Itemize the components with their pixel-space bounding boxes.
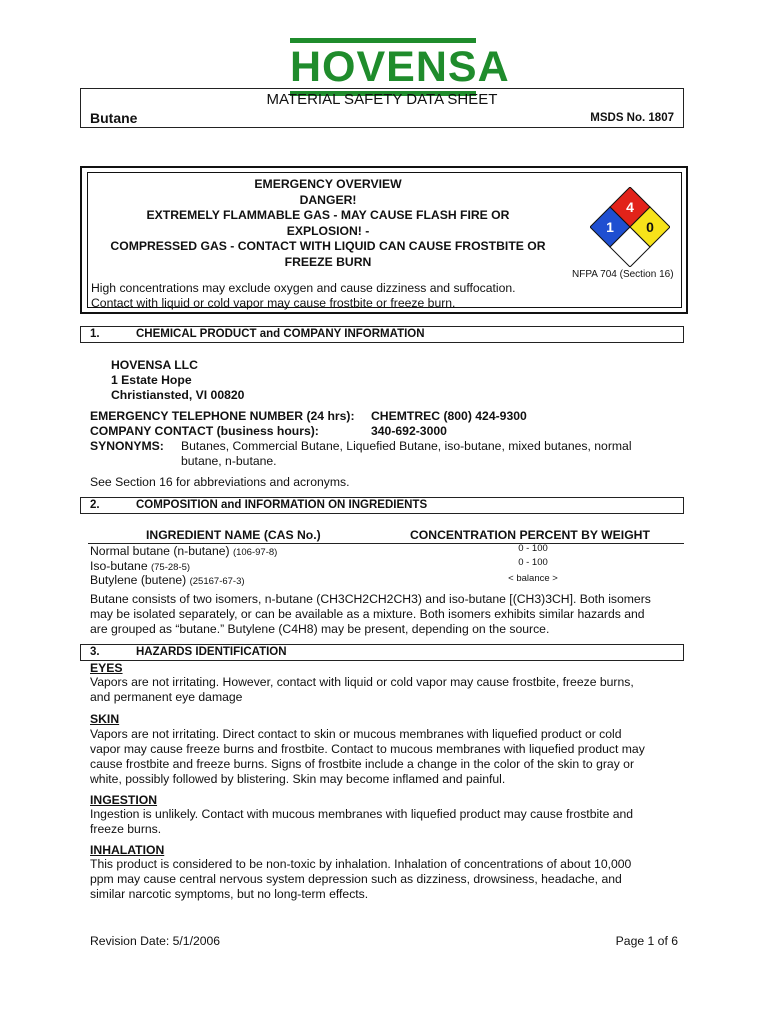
eyes-heading: EYES	[90, 661, 123, 675]
section-title: COMPOSITION and INFORMATION ON INGREDIENTS	[136, 499, 428, 511]
document-title: MATERIAL SAFETY DATA SHEET	[266, 91, 498, 108]
emergency-line: DANGER!	[299, 192, 357, 207]
company-contact-value: 340-692-3000	[371, 424, 447, 438]
ingredient-row	[90, 544, 277, 560]
nfpa-health-value: 1	[606, 219, 614, 235]
ingredient-name-header: INGREDIENT NAME (CAS No.)	[146, 528, 321, 542]
synonyms-line: Butanes, Commercial Butane, Liquefied Butane, iso-butane, mixed butanes, normal	[181, 439, 632, 453]
section-title: HAZARDS IDENTIFICATION	[136, 646, 287, 658]
synonyms-line: butane, n-butane.	[181, 454, 277, 468]
composition-paragraph	[90, 592, 651, 637]
ingredient-row	[90, 573, 245, 589]
emergency-line: FREEZE BURN	[284, 254, 372, 269]
ingredient-concentration: < balance >	[508, 573, 558, 584]
skin-text	[90, 727, 645, 787]
emergency-body-line: Contact with liquid or cold vapor may cause frostbite or freeze burn.	[91, 295, 456, 310]
msds-number: MSDS No. 1807	[590, 112, 674, 124]
emergency-body	[91, 281, 541, 310]
paragraph-line: are grouped as “butane.” Butylene (C4H8) may be present, depending on the source.	[90, 622, 550, 636]
emergency-body-line: High concentrations may exclude oxygen and cause dizziness and suffocation.	[91, 281, 516, 295]
ingredient-cas: (106-97-8)	[232, 547, 278, 558]
section-16-note: See Section 16 for abbreviations and acronyms.	[90, 475, 350, 489]
company-address	[111, 358, 244, 403]
ingestion-heading: INGESTION	[90, 793, 158, 807]
section-3-header	[80, 644, 684, 661]
eyes-text	[90, 675, 634, 705]
ingredient-name: Normal butane (n-butane)	[90, 544, 230, 558]
section-number: 1.	[90, 328, 100, 340]
paragraph-line: may be isolated separately, or can be available as a mixture. Both isomers exhibits similar hazards and	[90, 607, 645, 621]
paragraph-line: Butane consists of two isomers, n-butane (CH3CH2CH2CH3) and iso-butane [(CH3)3CH]. Both isomers	[90, 592, 651, 606]
company-name: HOVENSA LLC	[111, 358, 198, 372]
ingredient-name: Iso-butane	[90, 559, 148, 573]
emergency-overview-box	[80, 166, 688, 314]
paragraph-line: similar narcotic symptoms, but no long-term effects.	[90, 887, 369, 901]
synonyms-label: SYNONYMS:	[90, 439, 164, 453]
revision-date: Revision Date: 5/1/2006	[90, 934, 221, 948]
ingredient-name: Butylene (butene)	[90, 573, 187, 587]
emergency-overview-inner	[87, 172, 682, 308]
logo-text: HOVENSA	[290, 43, 510, 91]
emergency-phone-label: EMERGENCY TELEPHONE NUMBER (24 hrs):	[90, 409, 355, 423]
section-2-header	[80, 497, 684, 514]
ingredient-cas: (75-28-5)	[150, 562, 191, 573]
document-header	[80, 88, 684, 128]
section-number: 2.	[90, 499, 100, 511]
emergency-heading	[88, 177, 568, 270]
company-contact-label: COMPANY CONTACT (business hours):	[90, 424, 319, 438]
address-line: 1 Estate Hope	[111, 373, 192, 387]
ingredient-cas: (25167-67-3)	[189, 576, 245, 587]
synonyms-text	[181, 439, 632, 469]
emergency-line: COMPRESSED GAS - CONTACT WITH LIQUID CAN CAUSE FROSTBITE OR	[110, 239, 546, 253]
product-name: Butane	[90, 110, 138, 126]
paragraph-line: Ingestion is unlikely. Contact with mucous membranes with liquefied product may cause frostbite and	[90, 807, 634, 821]
ingredient-concentration: 0 - 100	[518, 543, 548, 554]
paragraph-line: ppm may cause central nervous system depression such as dizziness, drowsiness, headache, and	[90, 872, 622, 886]
skin-heading: SKIN	[90, 712, 120, 726]
paragraph-line: This product is considered to be non-toxic by inhalation. Inhalation of concentrations of about 10,000	[90, 857, 632, 871]
paragraph-line: freeze burns.	[90, 822, 162, 836]
emergency-phone-value: CHEMTREC (800) 424-9300	[371, 409, 527, 423]
section-title: CHEMICAL PRODUCT and COMPANY INFORMATION	[136, 328, 425, 340]
ingredient-concentration: 0 - 100	[518, 557, 548, 568]
paragraph-line: vapor may cause freeze burns and frostbite. Contact to mucous membranes with liquefied product may	[90, 742, 645, 756]
paragraph-line: Vapors are not irritating. Direct contact to skin or mucous membranes with liquefied product or cold	[90, 727, 622, 741]
paragraph-line: Vapors are not irritating. However, contact with liquid or cold vapor may cause frostbite, freeze burns,	[90, 675, 634, 689]
nfpa-caption: NFPA 704 (Section 16)	[572, 269, 674, 280]
inhalation-heading: INHALATION	[90, 843, 165, 857]
inhalation-text	[90, 857, 631, 902]
nfpa-reactivity-value: 0	[646, 219, 654, 235]
ingestion-text	[90, 807, 633, 837]
emergency-line: EMERGENCY OVERVIEW	[254, 177, 402, 191]
emergency-line: EXPLOSION! -	[286, 223, 370, 238]
section-1-header	[80, 326, 684, 343]
paragraph-line: white, possibly followed by blistering. Skin may become inflamed and painful.	[90, 772, 506, 786]
paragraph-line: cause frostbite and freeze burns. Signs of frostbite include a change in the color of the skin to gray or	[90, 757, 635, 771]
paragraph-line: and permanent eye damage	[90, 690, 243, 704]
nfpa-flammability-value: 4	[626, 199, 634, 215]
section-number: 3.	[90, 646, 100, 658]
emergency-line: EXTREMELY FLAMMABLE GAS - MAY CAUSE FLASH FIRE OR	[146, 208, 510, 222]
page-number: Page 1 of 6	[615, 934, 678, 948]
address-line: Christiansted, VI 00820	[111, 388, 245, 402]
concentration-header: CONCENTRATION PERCENT BY WEIGHT	[410, 528, 650, 542]
nfpa-diamond-icon	[590, 187, 670, 267]
